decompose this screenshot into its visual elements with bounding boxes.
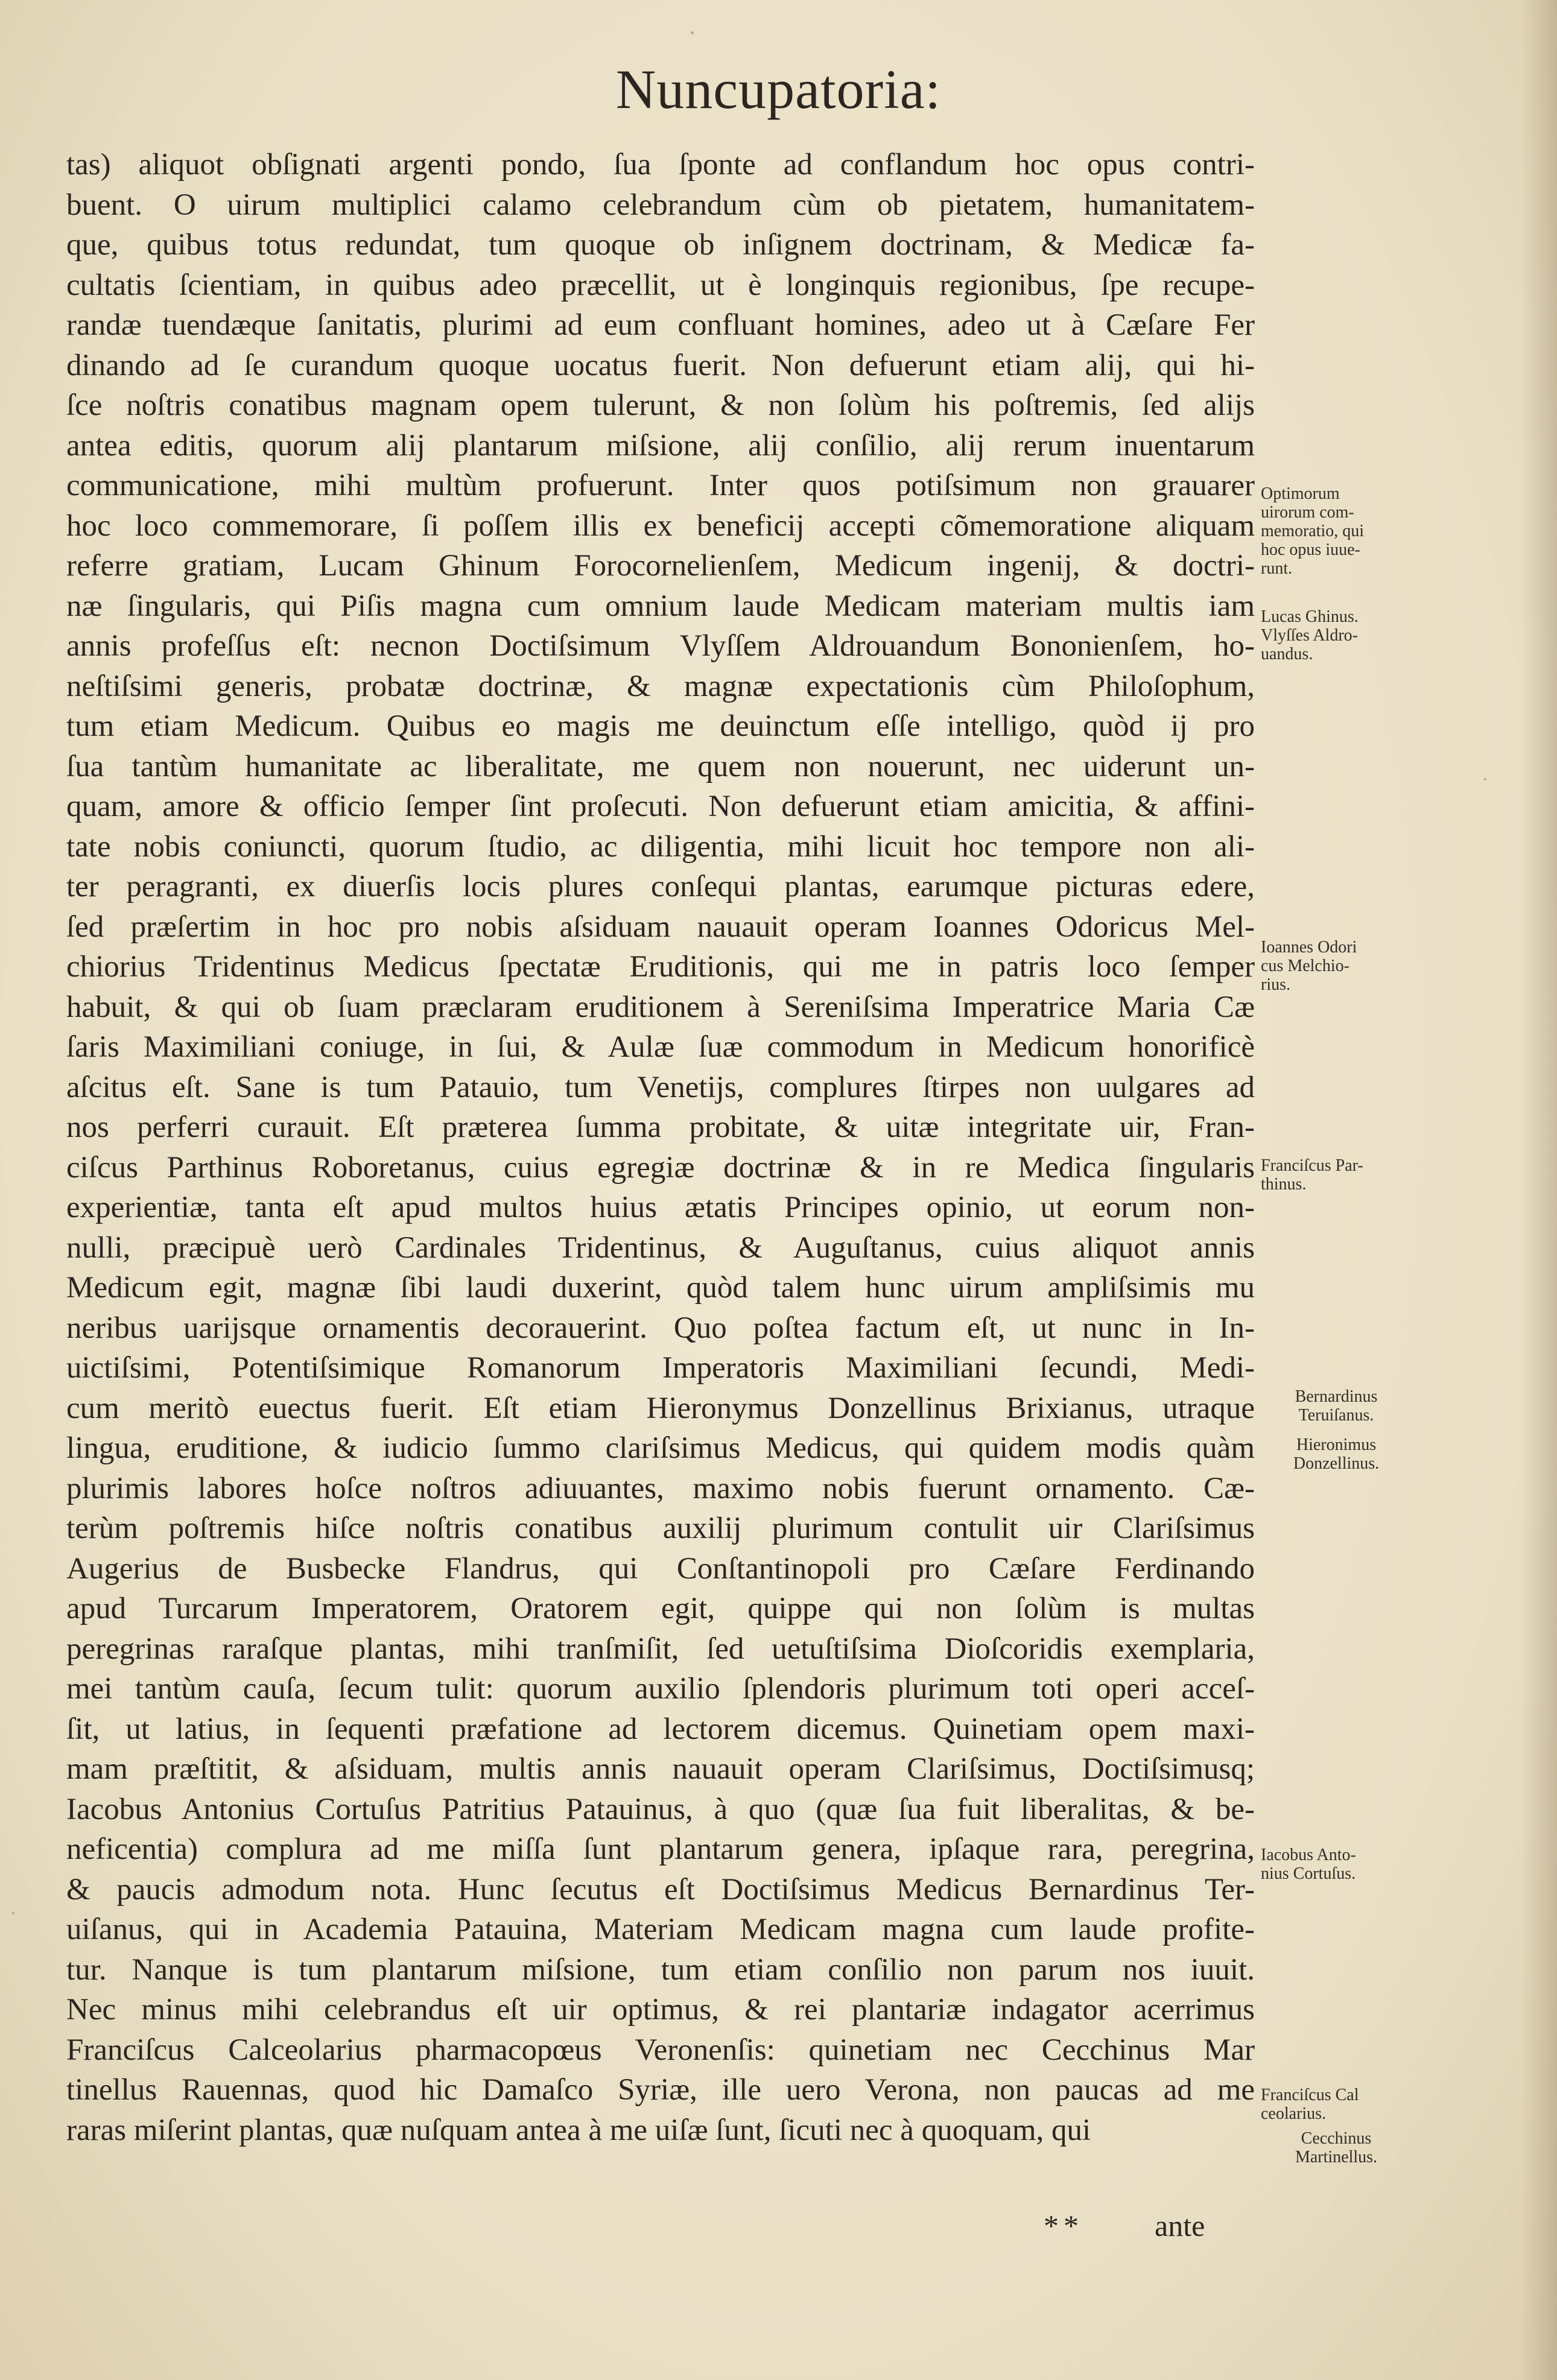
body-text bbox=[66, 145, 1255, 2150]
text-line: ſed præſertim in hoc pro nobis aſsiduam nauauit operam Ioannes Odoricus Mel- bbox=[66, 910, 1255, 944]
text-line: ſit, ut latius, in ſequenti præfatione ad lectorem dicemus. Quinetiam opem maxi- bbox=[66, 1712, 1255, 1746]
text-line: dinando ad ſe curandum quoque uocatus fuerit. Non defuerunt etiam alij, qui hi- bbox=[66, 348, 1255, 382]
text-line: Iacobus Antonius Cortuſus Patritius Patauinus, à quo (quæ ſua fuit liberalitas, & be- bbox=[66, 1792, 1255, 1826]
margin-note-line: Optimorum bbox=[1261, 484, 1340, 503]
margin-note-line: Donzellinus. bbox=[1293, 1454, 1380, 1473]
text-line: næ ſingularis, qui Piſis magna cum omnium laude Medicam materiam multis iam bbox=[66, 589, 1255, 623]
margin-note-ghinus bbox=[1261, 607, 1412, 663]
text-line: communicatione, mihi multùm profuerunt. Inter quos potiſsimum non grauarer bbox=[66, 469, 1255, 502]
page-edge-shadow bbox=[1521, 0, 1557, 2380]
text-line: hoc loco commemorare, ſi poſſem illis ex beneficij accepti cõmemoratione aliquam bbox=[66, 508, 1255, 543]
margin-note-line: cus Melchio- bbox=[1261, 957, 1349, 975]
text-line: ciſcus Parthinus Roboretanus, cuius egregiæ doctrinæ & in re Medica ſingularis bbox=[66, 1150, 1255, 1185]
margin-note-line: hoc opus iuue- bbox=[1261, 540, 1360, 559]
margin-note-teruisanus bbox=[1261, 1387, 1412, 1425]
margin-note-calceolarius bbox=[1261, 2086, 1412, 2123]
margin-note-parthinus bbox=[1261, 1156, 1412, 1194]
margin-note-odoricus bbox=[1261, 938, 1412, 994]
margin-note-line: thinus. bbox=[1261, 1175, 1307, 1194]
margin-note-line: nius Cortuſus. bbox=[1261, 1864, 1356, 1883]
text-line: neribus uarijsque ornamentis decorauerint. Quo poſtea factum eſt, ut nunc in In- bbox=[66, 1311, 1255, 1345]
margin-note-line: Iacobus Anto- bbox=[1261, 1846, 1356, 1864]
margin-note-line: Cecchinus bbox=[1301, 2129, 1372, 2148]
text-line: neſtiſsimi generis, probatæ doctrinæ, & magnæ expectationis cùm Philoſophum, bbox=[66, 669, 1255, 703]
text-line: ſua tantùm humanitate ac liberalitate, me quem non nouerunt, nec uiderunt un- bbox=[66, 749, 1255, 783]
page-title: Nuncupatoria: bbox=[615, 59, 942, 120]
margin-note-optimorum bbox=[1261, 484, 1412, 578]
text-line: nulli, præcipuè uerò Cardinales Tridentinus, & Auguſtanus, cuius aliquot annis bbox=[66, 1230, 1255, 1265]
margin-note-line: Bernardinus bbox=[1295, 1387, 1378, 1406]
text-line: terùm poſtremis hiſce noſtris conatibus auxilij plurimum contulit uir Clariſsimus bbox=[66, 1511, 1255, 1545]
text-line: Nec minus mihi celebrandus eſt uir optimus, & rei plantariæ indagator acerrimus bbox=[66, 1993, 1255, 2027]
text-line: plurimis labores hoſce noſtros adiuuantes, maximo nobis fuerunt ornamento. Cæ- bbox=[66, 1471, 1255, 1505]
text-line: & paucis admodum nota. Hunc ſecutus eſt Doctiſsimus Medicus Bernardinus Ter- bbox=[66, 1872, 1255, 1907]
margin-note-line: Hieronimus bbox=[1296, 1435, 1377, 1454]
text-line: quam, amore & officio ſemper ſint proſecuti. Non defuerunt etiam amicitia, & affini- bbox=[66, 790, 1255, 823]
text-line: habuit, & qui ob ſuam præclaram eruditionem à Sereniſsima Imperatrice Maria Cæ bbox=[66, 990, 1255, 1024]
margin-note-line: Teruiſanus. bbox=[1298, 1406, 1374, 1425]
margin-note-line: uirorum com- bbox=[1261, 503, 1354, 522]
text-line: randæ tuendæque ſanitatis, plurimi ad eum confluant homines, adeo ut à Cæſare Fer bbox=[66, 308, 1255, 342]
margin-note-line: Lucas Ghinus. bbox=[1261, 607, 1359, 626]
catchword: ante bbox=[1155, 2209, 1205, 2242]
text-line: experientiæ, tanta eſt apud multos huius ætatis Principes opinio, ut eorum non- bbox=[66, 1191, 1255, 1224]
text-line: antea editis, quorum alij plantarum miſsione, alij conſilio, alij rerum inuentarum bbox=[66, 428, 1255, 463]
signature-mark: ** bbox=[1044, 2209, 1083, 2242]
text-line: annis profeſſus eſt: necnon Doctiſsimum Vlyſſem Aldrouandum Bononienſem, ho- bbox=[66, 629, 1255, 663]
text-line: ter peragranti, ex diuerſis locis plures conſequi plantas, earumque picturas edere, bbox=[66, 870, 1255, 904]
margin-note-donzellinus bbox=[1261, 1435, 1412, 1473]
text-line: aſcitus eſt. Sane is tum Patauio, tum Venetijs, complures ſtirpes non uulgares ad bbox=[66, 1070, 1255, 1104]
text-line: buent. O uirum multiplici calamo celebrandum cùm ob pietatem, humanitatem- bbox=[66, 188, 1255, 222]
text-line: neficentia) complura ad me miſſa ſunt plantarum genera, ipſaque rara, peregrina, bbox=[66, 1832, 1255, 1866]
text-line: cum meritò euectus fuerit. Eſt etiam Hieronymus Donzellinus Brixianus, utraque bbox=[66, 1391, 1255, 1425]
margin-note-cortusus bbox=[1261, 1846, 1412, 1883]
text-line: tur. Nanque is tum plantarum miſsione, tum etiam conſilio non parum nos iuuit. bbox=[66, 1952, 1255, 1987]
text-line: ſaris Maximiliani coniuge, in ſui, & Aulæ ſuæ commodum in Medicum honorificè bbox=[66, 1030, 1255, 1064]
margin-note-line: memoratio, qui bbox=[1261, 522, 1365, 540]
text-line: mei tantùm cauſa, ſecum tulit: quorum auxilio ſplendoris plurimum toti operi acceſ- bbox=[66, 1672, 1255, 1706]
margin-note-line: runt. bbox=[1261, 559, 1293, 578]
text-line: que, quibus totus redundat, tum quoque ob inſignem doctrinam, & Medicæ fa- bbox=[66, 228, 1255, 262]
margin-note-line: rius. bbox=[1261, 975, 1290, 994]
text-line: Franciſcus Calceolarius pharmacopœus Veronenſis: quinetiam nec Cecchinus Mar bbox=[66, 2033, 1255, 2067]
text-line: tum etiam Medicum. Quibus eo magis me deuinctum eſſe intelligo, quòd ij pro bbox=[66, 709, 1255, 743]
text-line: mam præſtitit, & aſsiduam, multis annis nauauit operam Clariſsimus, Doctiſsimusq; bbox=[66, 1752, 1255, 1786]
footer-row bbox=[1044, 2208, 1285, 2244]
margin-note-line: Franciſcus Cal bbox=[1261, 2086, 1359, 2104]
text-line: raras miſerint plantas, quæ nuſquam antea à me uiſæ ſunt, ſicuti nec à quoquam, qui bbox=[66, 2113, 1091, 2147]
text-line: tas) aliquot obſignati argenti pondo, ſua ſponte ad conflandum hoc opus contri- bbox=[66, 148, 1255, 182]
margin-note-line: Franciſcus Par- bbox=[1261, 1156, 1363, 1175]
ink-speck bbox=[691, 31, 694, 34]
text-line: chiorius Tridentinus Medicus ſpectatæ Eruditionis, qui me in patris loco ſemper bbox=[66, 950, 1255, 984]
ink-speck bbox=[1484, 778, 1486, 780]
text-line: tate nobis coniuncti, quorum ſtudio, ac diligentia, mihi licuit hoc tempore non ali- bbox=[66, 829, 1255, 864]
text-line: ſce noſtris conatibus magnam opem tulerunt, & non ſolùm his poſtremis, ſed alijs bbox=[66, 388, 1255, 422]
margin-note-line: Martinellus. bbox=[1295, 2148, 1378, 2166]
margin-note-line: uandus. bbox=[1261, 645, 1313, 663]
text-line: Medicum egit, magnæ ſibi laudi duxerint, quòd talem hunc uirum ampliſsimis mu bbox=[66, 1271, 1255, 1305]
ink-speck bbox=[12, 1912, 14, 1914]
margin-note-cecchinus bbox=[1261, 2129, 1412, 2166]
text-line: peregrinas raraſque plantas, mihi tranſmiſit, ſed uetuſtiſsima Dioſcoridis exemplaria, bbox=[66, 1632, 1255, 1666]
text-line: uictiſsimi, Potentiſsimique Romanorum Imperatoris Maximiliani ſecundi, Medi- bbox=[66, 1351, 1255, 1385]
text-line: nos perferri curauit. Eſt præterea ſumma probitate, & uitæ integritate uir, Fran- bbox=[66, 1110, 1255, 1144]
text-line: tinellus Rauennas, quod hic Damaſco Syriæ, ille uero Verona, non paucas ad me bbox=[66, 2073, 1255, 2107]
text-line: lingua, eruditione, & iudicio ſummo clariſsimus Medicus, qui quidem modis quàm bbox=[66, 1431, 1255, 1465]
margin-note-line: ceolarius. bbox=[1261, 2104, 1327, 2123]
margin-note-line: Ioannes Odori bbox=[1261, 938, 1357, 957]
text-line: apud Turcarum Imperatorem, Oratorem egit, quippe qui non ſolùm is multas bbox=[66, 1592, 1255, 1625]
margin-note-line: Vlyſſes Aldro- bbox=[1261, 626, 1358, 645]
text-line: uiſanus, qui in Academia Patauina, Materiam Medicam magna cum laude profite- bbox=[66, 1913, 1255, 1946]
text-line: referre gratiam, Lucam Ghinum Forocornelienſem, Medicum ingenij, & doctri- bbox=[66, 549, 1255, 583]
text-line: cultatis ſcientiam, in quibus adeo præcellit, ut è longinquis regionibus, ſpe recupe- bbox=[66, 268, 1255, 302]
text-line: Augerius de Busbecke Flandrus, qui Conſtantinopoli pro Cæſare Ferdinando bbox=[66, 1551, 1255, 1586]
